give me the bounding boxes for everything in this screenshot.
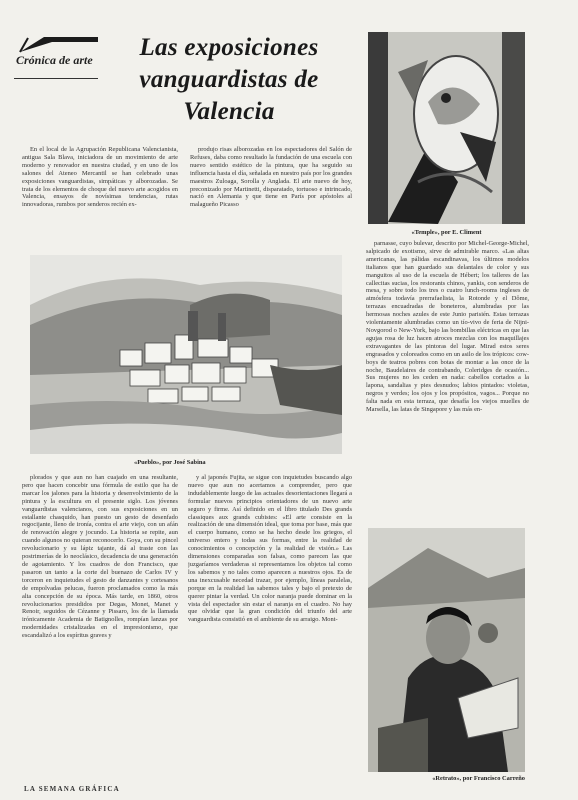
painting-pueblo xyxy=(30,255,342,454)
painting-pueblo-image xyxy=(30,255,342,454)
section-rule xyxy=(14,78,98,79)
section-label: Crónica de arte xyxy=(16,53,93,67)
text-column-top-left xyxy=(22,146,178,244)
paragraph: produjo risas alborozadas en los espectadores del Salón de Refuses, daba como resultado la fundación de una escuela con nuevo sentido estético de la pintura, que ha seguido su influencia hasta el día, señalada en nuestro país por los grandes maestros Zuloaga, Sorolla y Anglada. El arte nuevo de hoy, preconizado por Martinetti, disparatado, tortuoso e intrincado, nació en Alemania y que tiene en París por apóstoles al malagueño Picasso xyxy=(190,146,352,209)
paragraph: parnasse, cuyo bulevar, descrito por Michel-George-Michel, salpicado de exotismo, sirve de admirable marco. «Las altas americanas, las pálidas escandinavas, los últimos modelos italianos que han guardado sus delantales de color y sus manguitos al uso de la escuela de Hébert; los talleres de las callecitas sucias, los restorants chinos, yankis, con senderos de mesa, y sobre todo los tres o cuatro lunch-rooms ingleses de atmósfera todavía prerrafaelista, la Rotonde y el Dôme, terrazas encuadradas de boneteros, alumbradas por las hermosas noches azules de este Junio parisién. Estas terrazas violentamente alumbradas como un tío-vivo de feria de Nijni-Novgorod o New-York, bajo las bombillas eléctricas en que las agujas rosa de luz hacen atroces mezclas con los maquillajes extravagantes de las pintoras del lugar. Mirad estos seres engrasados y coloreados como en un asilo de los trópicos: cow-boys de teatros pobres con botas de montar a las once de la noche, Baudelaires de contrabando, Coleridges de ocasión... Sus mujeres no les ceden en nada: cabellos cortados a la lapona, sandalias y pies desnudos; labios pintados: violetas, negros y verdes; los ojos y los propósitos, vagos... Porque no falta nada en esta terraza, que desafía los viejos muelles de Marsella, las latas de Singapore y las más en- xyxy=(366,240,529,414)
section-flag-icon xyxy=(14,34,98,54)
article-title xyxy=(104,32,354,128)
article-title-line-2: vanguardistas de xyxy=(139,66,319,93)
caption-temple: «Temple», por E. Climent xyxy=(411,229,482,236)
text-column-right-middle xyxy=(366,240,529,520)
paragraph: En el local de la Agrupación Republicana Valencianista, antigua Sala Blava, iniciadora de un movimiento de arte moderno y renovador en nuestra ciudad, y en uno de los salones del Ateneo Mercantil se han celebrado unas exposiciones vanguardistas, simpáticas y alborozadas. Se trata de los elementos de choque del nuevo arte acogidos en Valencia, ensayos de novísimas tendencias, rutas innovadoras, rumbos por senderos recién ex- xyxy=(22,146,178,209)
article-title-line-3: Valencia xyxy=(183,98,275,125)
caption-pueblo: «Pueblo», por José Sabina xyxy=(134,459,206,466)
text-column-bottom-left xyxy=(22,474,178,778)
text-column-bottom-middle xyxy=(188,474,352,778)
paragraph: plorados y que aun no han cuajado en una resultante, pero que hacen concebir una fórmula de estilo que ha de marcar los jalones para la historia y desenvolvimiento de la pintura y la escultura en el presente siglo. Los jóvenes vanguardistas valencianos, con sus exposiciones en un estallante chasquido, han puesto un gesto de desenfado regocijante, lleno de ironía, contra el arte viejo, con un afán de renovación alegre y jocundo. La historia se repite, aun cuando algunos no quieran reconocerlo. Goya, con su pincel revolucionario y su lápiz tajante, dá al traste con las postrimerías de lo neoclásico, decadencia de una generación de agotamiento. Y los cuadros de don Francisco, que pasaron un tanto a la corte del buenazo de Carlos IV y torceron en inquietudes el gesto de danzantes y cortesanos de empolvadas pelucas, fueron proclamados como la más alta concepción de su época. Más tarde, en 1860, otros revolucionarios presididos por Degas, Monet, Manet y Renoir, seguidos de Cézanne y Pissaro, los de la llamada irónicamente Academia de Batignolles, rompían lanzas por modernidades cristalizadas en el impresionismo, que escandalizó a los espíritus graves y xyxy=(22,474,178,640)
painting-retrato-image xyxy=(368,528,525,772)
painting-retrato xyxy=(368,528,525,772)
article-title-line-1: Las exposiciones xyxy=(139,34,319,61)
footer-publication: LA SEMANA GRÁFICA xyxy=(24,785,120,793)
text-column-top-right xyxy=(190,146,352,244)
section-header xyxy=(14,34,98,78)
painting-temple xyxy=(368,32,525,224)
caption-retrato: «Retrato», por Francisco Carreño xyxy=(432,775,525,782)
painting-temple-image xyxy=(368,32,525,224)
paragraph: y al japonés Fujita, se sigue con inquietudes buscando algo nuevo que aun no acertamos a comprender, pero que indudablemente luego de las actuales desorientaciones llegará a formular nuevos principios orientadores de un nuevo arte seguro y firme. Así definido en el libro titulado Des grands classiques aux grands cubistes: «El arte consiste en la realización de una dimensión ideal, que toma por base, más que el cuerpo humano, como se ha hecho desde los griegos, el universo entero y todas sus formas, entre la realidad de conocimientos o concepción y la realidad de visión.» Las dimensiones comparadas son falsas, como parecen las que juzgaríamos verdaderas si representamos los objetos tal como los sabemos y no tales como aparecen a nuestros ojos. Es de una inexcusable necedad trazar, por ejemplo, líneas paralelas, porque en la realidad las sabemos tales y bajo el pretexto de querer pintar la verdad. Un color naranja puede dominar en la vista del espectador sin estar el naranja en el cuadro. No hay que olvidar que la gran condición del triunfo del arte vanguardista consistió en el ambiente de su arraigo. Mont- xyxy=(188,474,352,624)
